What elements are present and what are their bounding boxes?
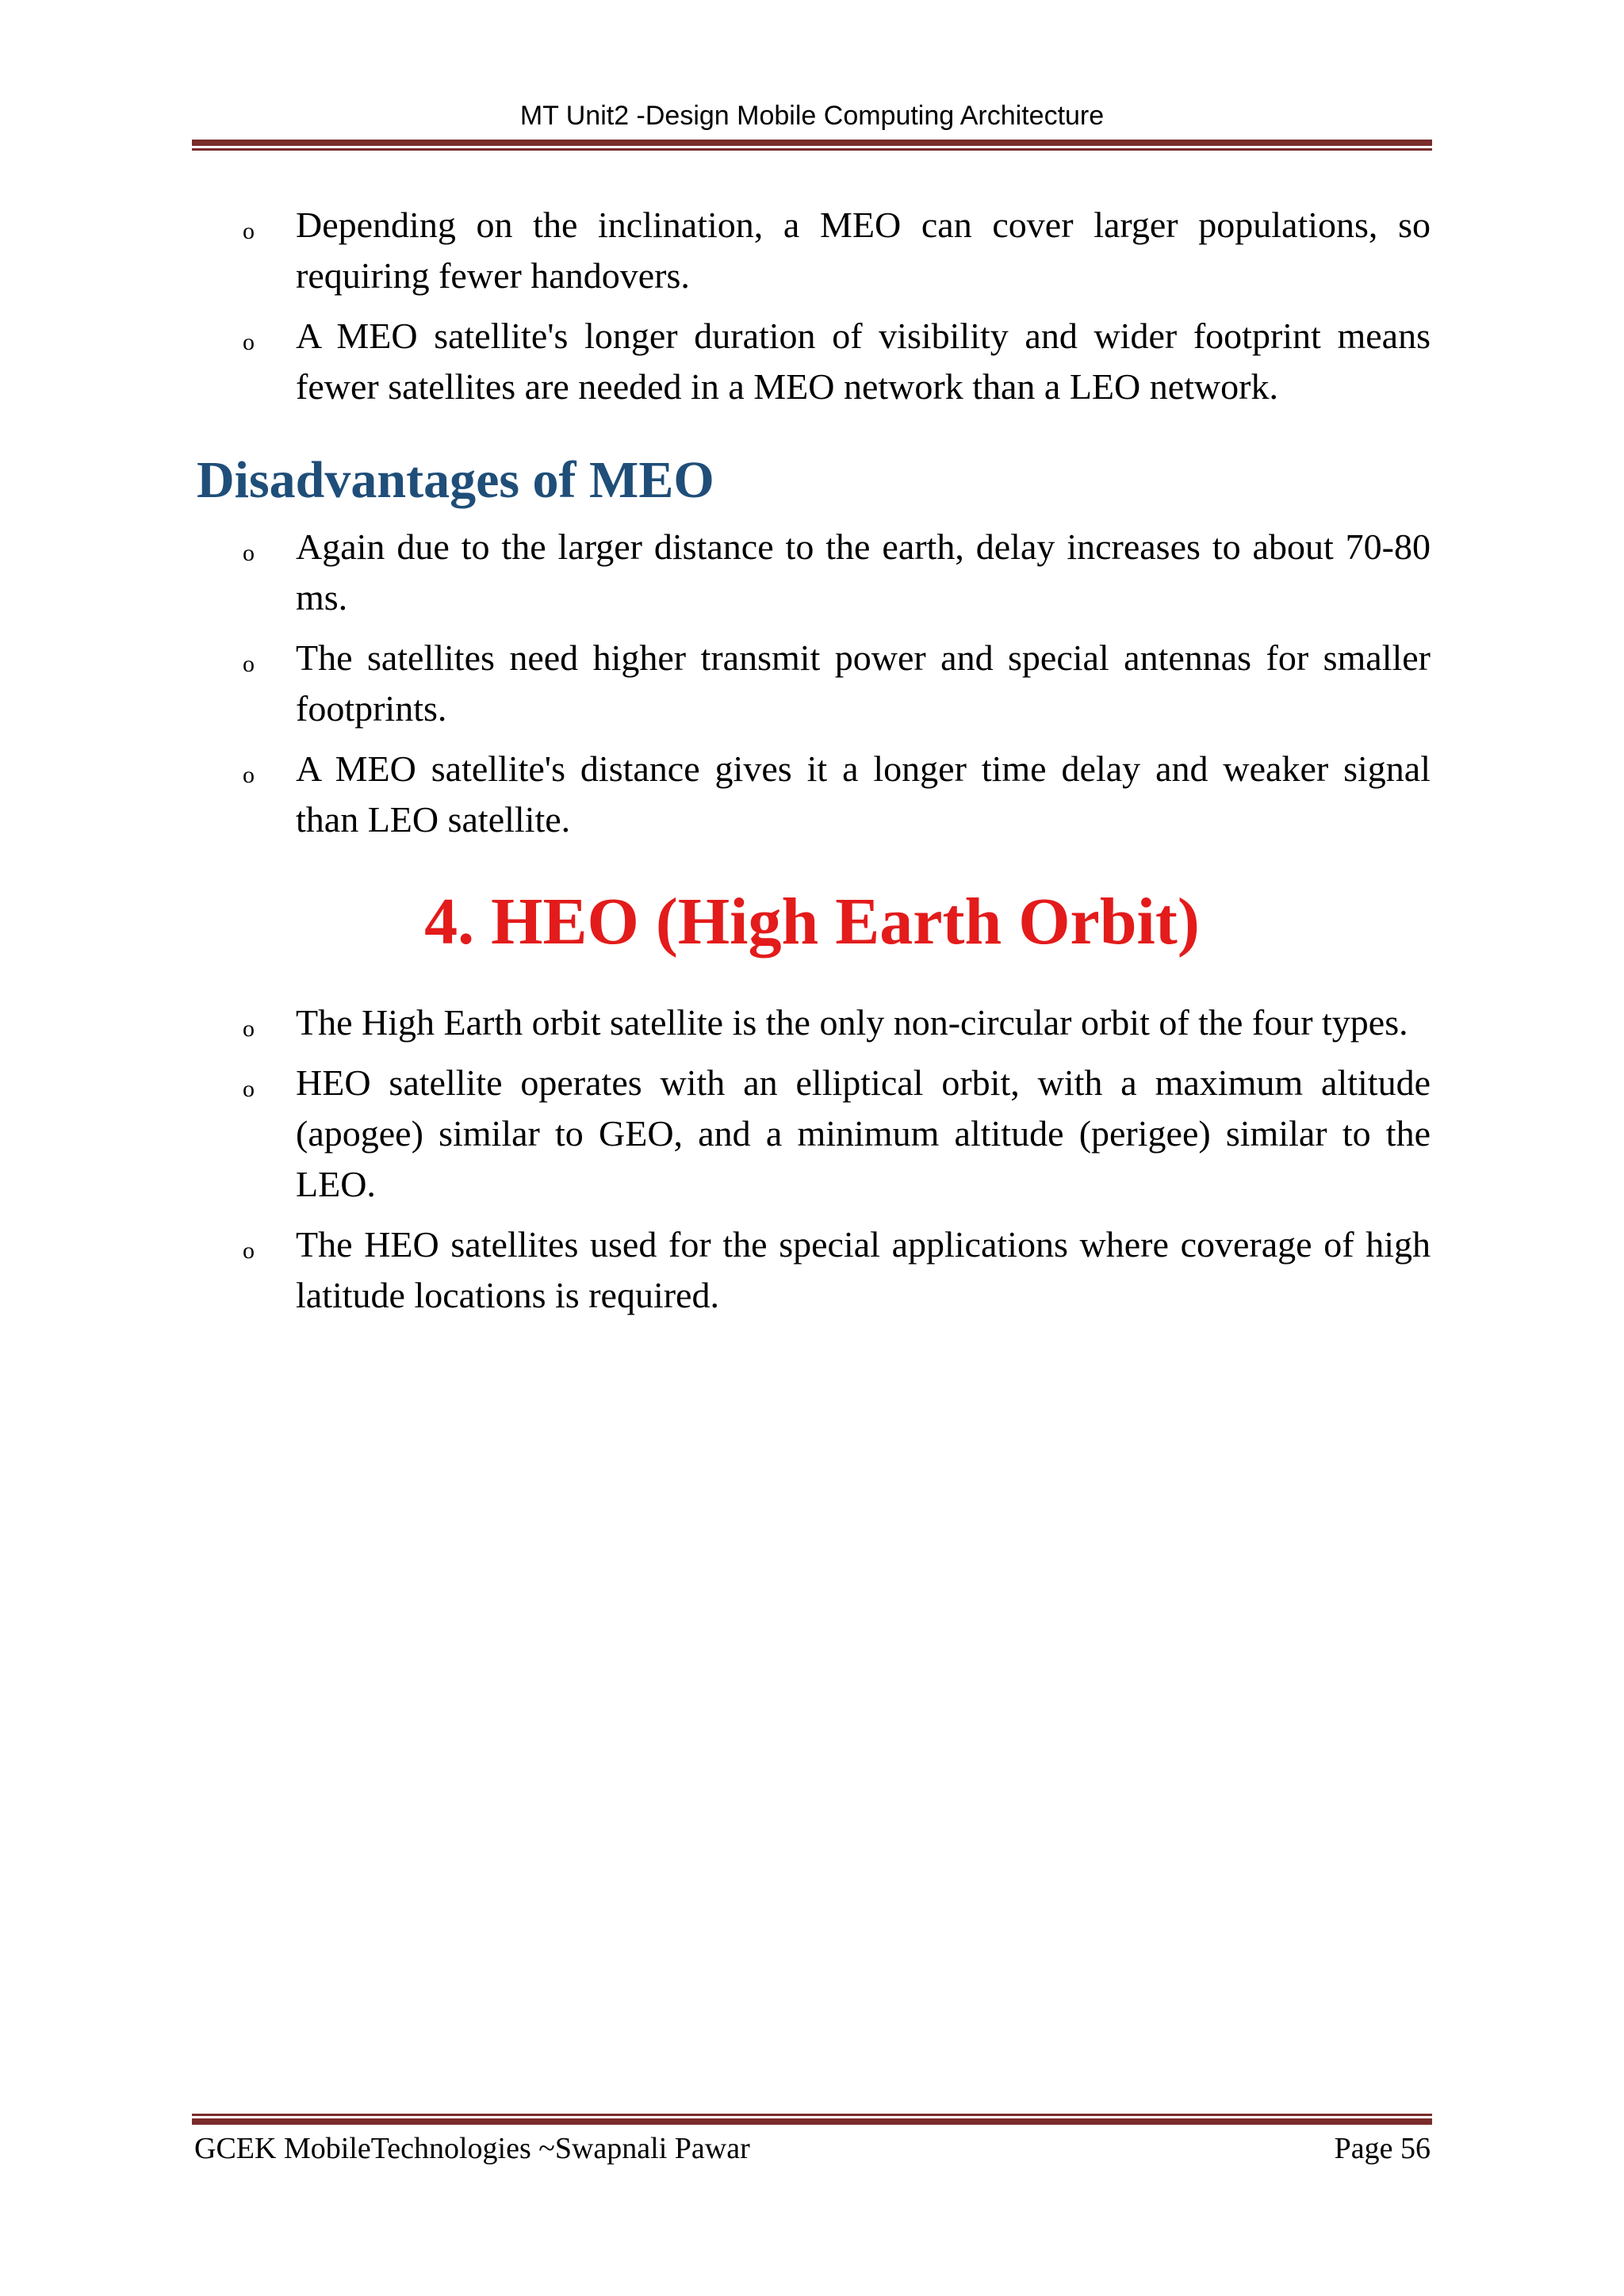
page-header-title: MT Unit2 -Design Mobile Computing Architecture: [519, 101, 1105, 131]
bullet-marker: o: [243, 540, 255, 566]
header-rule-thick: [192, 140, 1432, 146]
bullet-marker: o: [243, 1016, 255, 1042]
list-item: [0, 522, 1624, 623]
footer-rule-thick: [192, 2118, 1432, 2125]
footer-rule-thin: [192, 2114, 1432, 2116]
footer-author: GCEK MobileTechnologies ~Swapnali Pawar: [194, 2132, 750, 2165]
list-item: [0, 200, 1624, 301]
section-heading-disadvantages: Disadvantages of MEO: [197, 451, 714, 509]
intro-bullet-list: [0, 200, 1624, 422]
bullet-text: The High Earth orbit satellite is the only non-circular orbit of the four types.: [296, 1002, 1408, 1043]
bullet-text: A MEO satellite's distance gives it a longer time delay and weaker signal than LEO satellite.: [296, 748, 1431, 840]
footer-page-number: Page 56: [1334, 2132, 1431, 2165]
list-item: [0, 997, 1624, 1048]
bullet-marker: o: [243, 651, 255, 677]
list-item: [0, 311, 1624, 412]
heo-bullet-list: [0, 997, 1624, 1330]
bullet-text: The HEO satellites used for the special applications where coverage of high latitude locations is required.: [296, 1224, 1431, 1315]
bullet-text: A MEO satellite's longer duration of visibility and wider footprint means fewer satellites are needed in a MEO network than a LEO network.: [296, 316, 1431, 407]
list-item: [0, 633, 1624, 734]
bullet-marker: o: [243, 329, 255, 355]
bullet-text: Again due to the larger distance to the earth, delay increases to about 70-80 ms.: [296, 526, 1431, 618]
list-item: [0, 1058, 1624, 1210]
bullet-marker: o: [243, 1076, 255, 1102]
bullet-marker: o: [243, 1238, 255, 1264]
bullet-marker: o: [243, 762, 255, 788]
bullet-text: The satellites need higher transmit power and special antennas for smaller footprints.: [296, 637, 1431, 729]
main-heading-heo: 4. HEO (High Earth Orbit): [424, 885, 1200, 959]
disadvantages-bullet-list: [0, 522, 1624, 855]
header-rule-thin: [192, 148, 1432, 151]
bullet-marker: o: [243, 218, 255, 244]
bullet-text: Depending on the inclination, a MEO can cover larger populations, so requiring fewer handovers.: [296, 205, 1431, 296]
list-item: [0, 1219, 1624, 1321]
bullet-text: HEO satellite operates with an elliptical orbit, with a maximum altitude (apogee) similar to GEO, and a minimum altitude (perigee) similar to the LEO.: [296, 1062, 1431, 1204]
list-item: [0, 744, 1624, 845]
